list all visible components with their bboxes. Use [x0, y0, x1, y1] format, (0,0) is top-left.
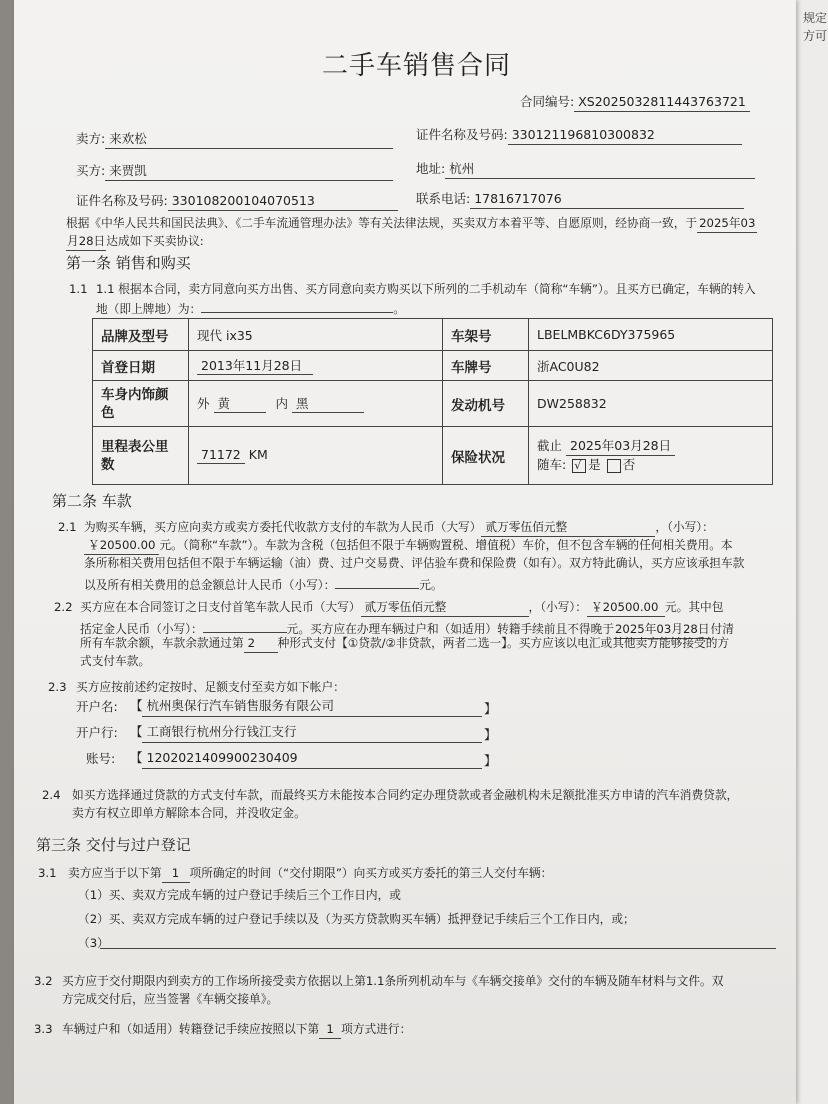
reg-date-cell	[189, 351, 443, 381]
p24-line1: 如买方选择通过贷款的方式支付车款，而最终买方未能按本合同约定办理贷款或者金融机构未足额批准买方申请的汽车消费贷款，	[72, 788, 739, 802]
bracket: 】	[484, 727, 497, 742]
p32-line2: 方完成交付后，应当签署《车辆交接单》。	[62, 992, 279, 1006]
plate-value: 浙AC0U82	[529, 351, 773, 381]
p22-line2: 括定金人民币（小写）： 元。买方应在办理车辆过户和（如适用）转籍手续前且不得晚于2025年03月28日付清	[80, 616, 734, 639]
insurance-yes-checkbox[interactable]	[572, 459, 586, 473]
color-label: 车身内饰颜色	[93, 381, 189, 427]
option3-underline	[100, 948, 776, 949]
p22-line4: 式支付车款。	[80, 654, 151, 668]
bank-label: 开户行:	[76, 725, 118, 740]
clause-number: 2.4	[42, 788, 61, 802]
clause-number: 2.3	[48, 680, 67, 694]
clause-number: 3.3	[34, 1022, 53, 1036]
p21-line4: 以及所有相关费用的总金额总计人民币（小写）： 元。	[84, 572, 443, 594]
phone: 17816717076	[470, 190, 744, 209]
bank-row: 【 工商银行杭州分行钱江支行	[130, 724, 297, 739]
article1-line2: 地（即上牌地）为： 。	[96, 296, 405, 318]
insurance-no-checkbox[interactable]	[607, 459, 621, 473]
reg-date-value: 2013年11月28日	[197, 356, 313, 375]
account-name-label: 开户名:	[76, 699, 118, 714]
bracket: 】	[484, 753, 497, 768]
account-name: 杭州奥保行汽车销售服务有限公司	[146, 698, 335, 713]
p23-intro: 买方应按前述约定按时、足额支付至卖方如下帐户：	[76, 680, 345, 694]
vehicle-table	[92, 318, 773, 485]
contract-page	[14, 0, 796, 1104]
preamble-line2: 月28日达成如下买卖协议:	[66, 232, 204, 251]
contract-title: 二手车销售合同	[322, 51, 512, 81]
account-name-underline	[142, 700, 482, 717]
plate-label: 车牌号	[443, 351, 529, 381]
p32-line1: 买方应于交付期限内到卖方的工作场所接受卖方依据以上第1.1条所列机动车与《车辆交接单》交付的车辆及随车材料与文件。双	[62, 974, 724, 988]
color-cell: 外 黄 内 黑	[189, 381, 443, 427]
article3-heading: 第三条 交付与过户登记	[36, 836, 191, 854]
p31-line1: 卖方应当于以下第 1 项所确定的时间（“交付期限”）向买方或买方委托的第三人交付车辆：	[68, 864, 552, 883]
account-number-row: 【 1202021409900230409	[130, 750, 298, 765]
mileage-label: 里程表公里数	[93, 427, 189, 485]
insurance-cell: 截止 2025年03月28日 随车: √ 是 否	[529, 427, 773, 485]
bank-name: 工商银行杭州分行钱江支行	[146, 724, 297, 739]
bank-underline	[142, 726, 482, 743]
brand-label: 品牌及型号	[93, 319, 189, 351]
buyer-name: 来贾凯	[105, 162, 393, 181]
edge-fragment: 方可	[803, 29, 828, 43]
contract-no-value: XS2025032811443763721	[574, 93, 750, 112]
mileage-cell: 71172 KM	[189, 427, 443, 485]
article1-heading: 第一条 销售和购买	[66, 254, 191, 272]
p21-line3: 条所称相关费用包括但不限于车辆运输（油）费、过户交易费、评估验车费和保险费（如有）。双方特此确认，买方应该承担车款	[84, 556, 745, 570]
seller-id: 330121196810300832	[508, 126, 742, 145]
insurance-label: 保险状况	[443, 427, 529, 485]
vin-value: LBELMBKC6DY375965	[529, 319, 773, 351]
address: 杭州	[445, 160, 755, 179]
engine-value: DW258832	[529, 381, 773, 427]
mileage-value: 71172	[197, 447, 245, 464]
p22-line1: 买方应在本合同签订之日支付首笔车款人民币（大写） 贰万零伍佰元整 ，（小写）： ￥20500.00 元。其中包	[80, 598, 723, 617]
p21-line2: ￥20500.00 元。（简称“车款”）。车款为含税（包括但不限于车辆购置税、增值税）车价，但不包含车辆的任何相关费用。本	[84, 536, 733, 555]
preamble-line1: 根据《中华人民共和国民法典》、《二手车流通管理办法》等有关法律法规，买卖双方本着平等、自愿原则，经协商一致，于 2025年03	[66, 214, 757, 233]
clause-number: 2.1	[58, 520, 77, 534]
p22-line3: 所有车款余额，车款余款通过第 2 种形式支付【①贷款/②非贷款，两者二选一】。买方应该以电汇或其他卖方能够接受的方	[80, 634, 729, 653]
phone-row: 联系电话: 17816717076	[416, 190, 744, 209]
vin-label: 车架号	[443, 319, 529, 351]
clause-number: 3.1	[38, 866, 57, 880]
account-number-label: 账号:	[86, 751, 116, 766]
buyer-id-row: 证件名称及号码: 330108200104070513	[76, 192, 398, 211]
clause-number: 3.2	[34, 974, 53, 988]
seller-row: 卖方: 来欢松	[76, 130, 393, 149]
seller-name: 来欢松	[105, 130, 393, 149]
p31-option3: （3）	[78, 936, 109, 950]
account-number: 1202021409900230409	[146, 750, 298, 765]
p31-option1: （1）买、卖双方完成车辆的过户登记手续后三个工作日内，或	[78, 888, 401, 902]
brand-value: 现代 ix35	[189, 319, 443, 351]
contract-no: 合同编号: XS2025032811443763721	[520, 93, 750, 112]
p21-line1: 为购买车辆，买方应向卖方或卖方委托代收款方支付的车款为人民币（大写） 贰万零伍佰元整 ，（小写）：	[84, 518, 714, 537]
engine-label: 发动机号	[443, 381, 529, 427]
article2-heading: 第二条 车款	[52, 492, 132, 510]
p33-line1: 车辆过户和（如适用）转籍登记手续应按照以下第 1 项方式进行：	[62, 1020, 411, 1039]
account-name-row: 【 杭州奥保行汽车销售服务有限公司	[130, 698, 335, 713]
buyer-row: 买方: 来贾凯	[76, 162, 393, 181]
buyer-id: 330108200104070513	[168, 192, 398, 211]
clause-number: 1.1	[69, 282, 88, 296]
article1-line1: 1.1 根据本合同，卖方同意向买方出售、买方同意向卖方购买以下所列的二手机动车（简称“车辆”）。且买方已确定，车辆的转入	[96, 282, 756, 296]
insurance-until: 2025年03月28日	[566, 437, 675, 456]
ext-color: 黄	[214, 394, 266, 413]
p31-option2: （2）买、卖双方完成车辆的过户登记手续以及（为买方贷款购买车辆）抵押登记手续后三个工作日内，或；	[78, 912, 635, 926]
account-number-underline	[142, 752, 482, 769]
p24-line2: 卖方有权立即单方解除本合同，并没收定金。	[72, 806, 306, 820]
clause-number: 2.2	[54, 600, 73, 614]
int-color: 黑	[292, 394, 364, 413]
seller-id-row: 证件名称及号码: 330121196810300832	[416, 126, 742, 145]
address-row: 地址: 杭州	[416, 160, 755, 179]
edge-fragment: 规定	[803, 11, 828, 25]
reg-date-label: 首登日期	[93, 351, 189, 381]
bracket: 】	[484, 701, 497, 716]
